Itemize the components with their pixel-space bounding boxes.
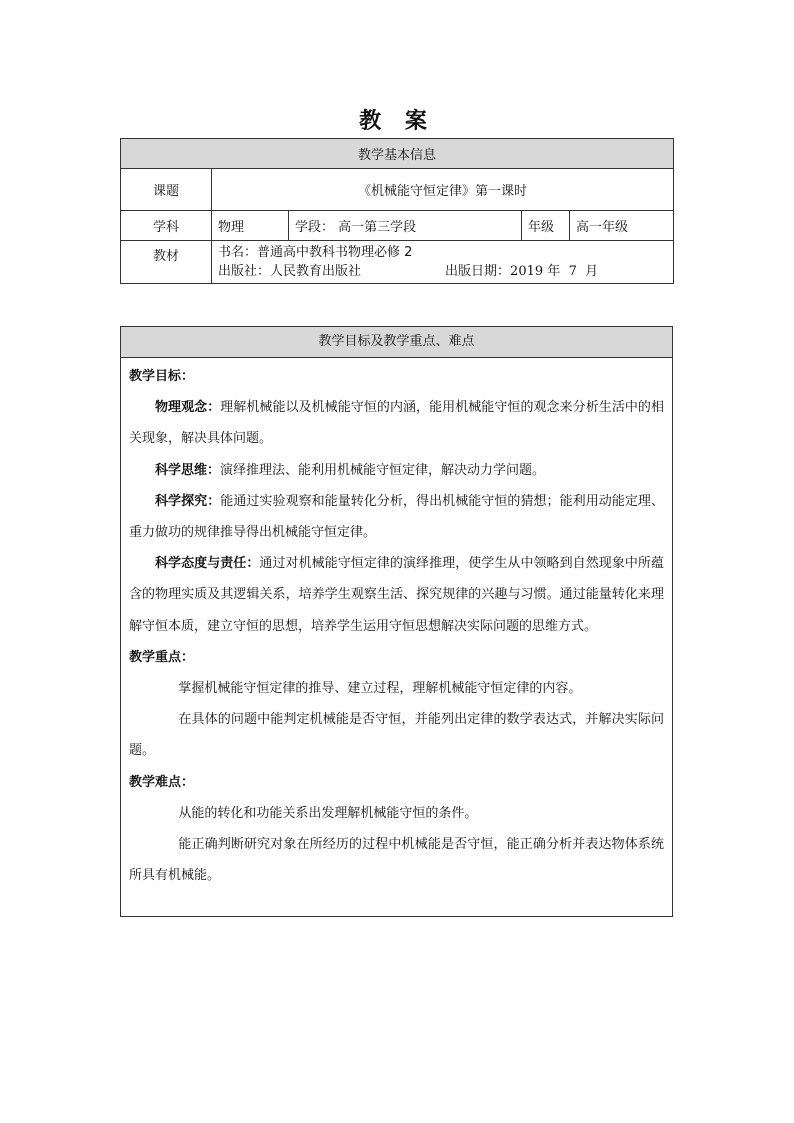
key-point: 在具体的问题中能判定机械能是否守恒，并能列出定律的数学表达式，并解决实际问题。 bbox=[129, 712, 664, 759]
pubdate bbox=[445, 262, 598, 281]
publisher-line bbox=[218, 262, 667, 281]
pubdate-month: 7 bbox=[568, 264, 577, 279]
stage-value: 高一第三学段 bbox=[338, 220, 417, 235]
objective-text: 能通过实验观察和能量转化分析，得出机械能守恒的猜想；能利用动能定理、重力做功的规律推导得出机械能守恒定律。 bbox=[129, 493, 664, 541]
objective-label: 科学态度与责任： bbox=[155, 556, 260, 572]
key-point: 掌握机械能守恒定律的推导、建立过程，理解机械能守恒定律的内容。 bbox=[178, 681, 582, 697]
basic-info-table bbox=[120, 138, 674, 284]
subject-label: 学科 bbox=[121, 211, 212, 241]
basic-info-header: 教学基本信息 bbox=[121, 139, 674, 169]
objectives-label: 教学目标： bbox=[129, 369, 195, 384]
goals-section bbox=[120, 326, 673, 917]
stage-cell bbox=[289, 211, 522, 241]
topic-value: 《机械能守恒定律》第一课时 bbox=[212, 169, 674, 211]
objective-label: 物理观念： bbox=[155, 400, 221, 416]
goals-header: 教学目标及教学重点、难点 bbox=[121, 327, 672, 358]
objective-text: 理解机械能以及机械能守恒的内涵，能用机械能守恒的观念来分析生活中的相关现象，解决具体问题。 bbox=[129, 400, 664, 447]
pubdate-year-unit: 年 bbox=[547, 264, 561, 279]
stage-label: 学段： bbox=[295, 220, 335, 235]
book-line bbox=[218, 243, 667, 262]
difficult-point: 从能的转化和功能关系出发理解机械能守恒的条件。 bbox=[178, 805, 478, 821]
pubdate-year: 2019 bbox=[510, 264, 544, 279]
topic-label: 课题 bbox=[121, 169, 212, 211]
objective-item bbox=[129, 392, 664, 454]
difficult-point: 能正确判断研究对象在所经历的过程中机械能是否守恒，能正确分析并表达物体系统所具有机械能。 bbox=[129, 837, 664, 884]
objective-text: 演绎推理法、能利用机械能守恒定律，解决动力学问题。 bbox=[220, 462, 546, 478]
subject-value: 物理 bbox=[212, 211, 289, 241]
objective-text: 通过对机械能守恒定律的演绎推理，使学生从中领略到自然现象中所蕴含的物理实质及其逻辑关系，培养学生观察生活、探究规律的兴趣与习惯。通过能量转化来理解守恒本质，建立守恒的思想，培养学生运用守恒思想解决实际问题的思维方式。 bbox=[129, 556, 664, 634]
book-label: 书名： bbox=[218, 245, 258, 260]
objective-item bbox=[129, 455, 664, 486]
objective-item bbox=[129, 548, 664, 642]
objective-label: 科学探究： bbox=[155, 493, 221, 509]
objective-item bbox=[129, 486, 664, 548]
key-points-label: 教学重点： bbox=[129, 649, 195, 665]
pubdate-label: 出版日期： bbox=[445, 264, 511, 279]
objective-label: 科学思维： bbox=[155, 462, 221, 478]
material-cell bbox=[212, 241, 674, 284]
goals-content bbox=[121, 358, 672, 891]
book-value: 普通高中教科书物理必修 2 bbox=[257, 245, 413, 260]
difficult-points-label: 教学难点： bbox=[129, 774, 195, 790]
publisher-label: 出版社： bbox=[218, 264, 271, 279]
page-title: 教 案 bbox=[359, 109, 435, 134]
grade-label: 年级 bbox=[522, 211, 570, 241]
grade-value: 高一年级 bbox=[570, 211, 674, 241]
pubdate-month-unit: 月 bbox=[585, 264, 599, 279]
publisher-value: 人民教育出版社 bbox=[270, 264, 362, 279]
material-label: 教材 bbox=[121, 241, 212, 284]
